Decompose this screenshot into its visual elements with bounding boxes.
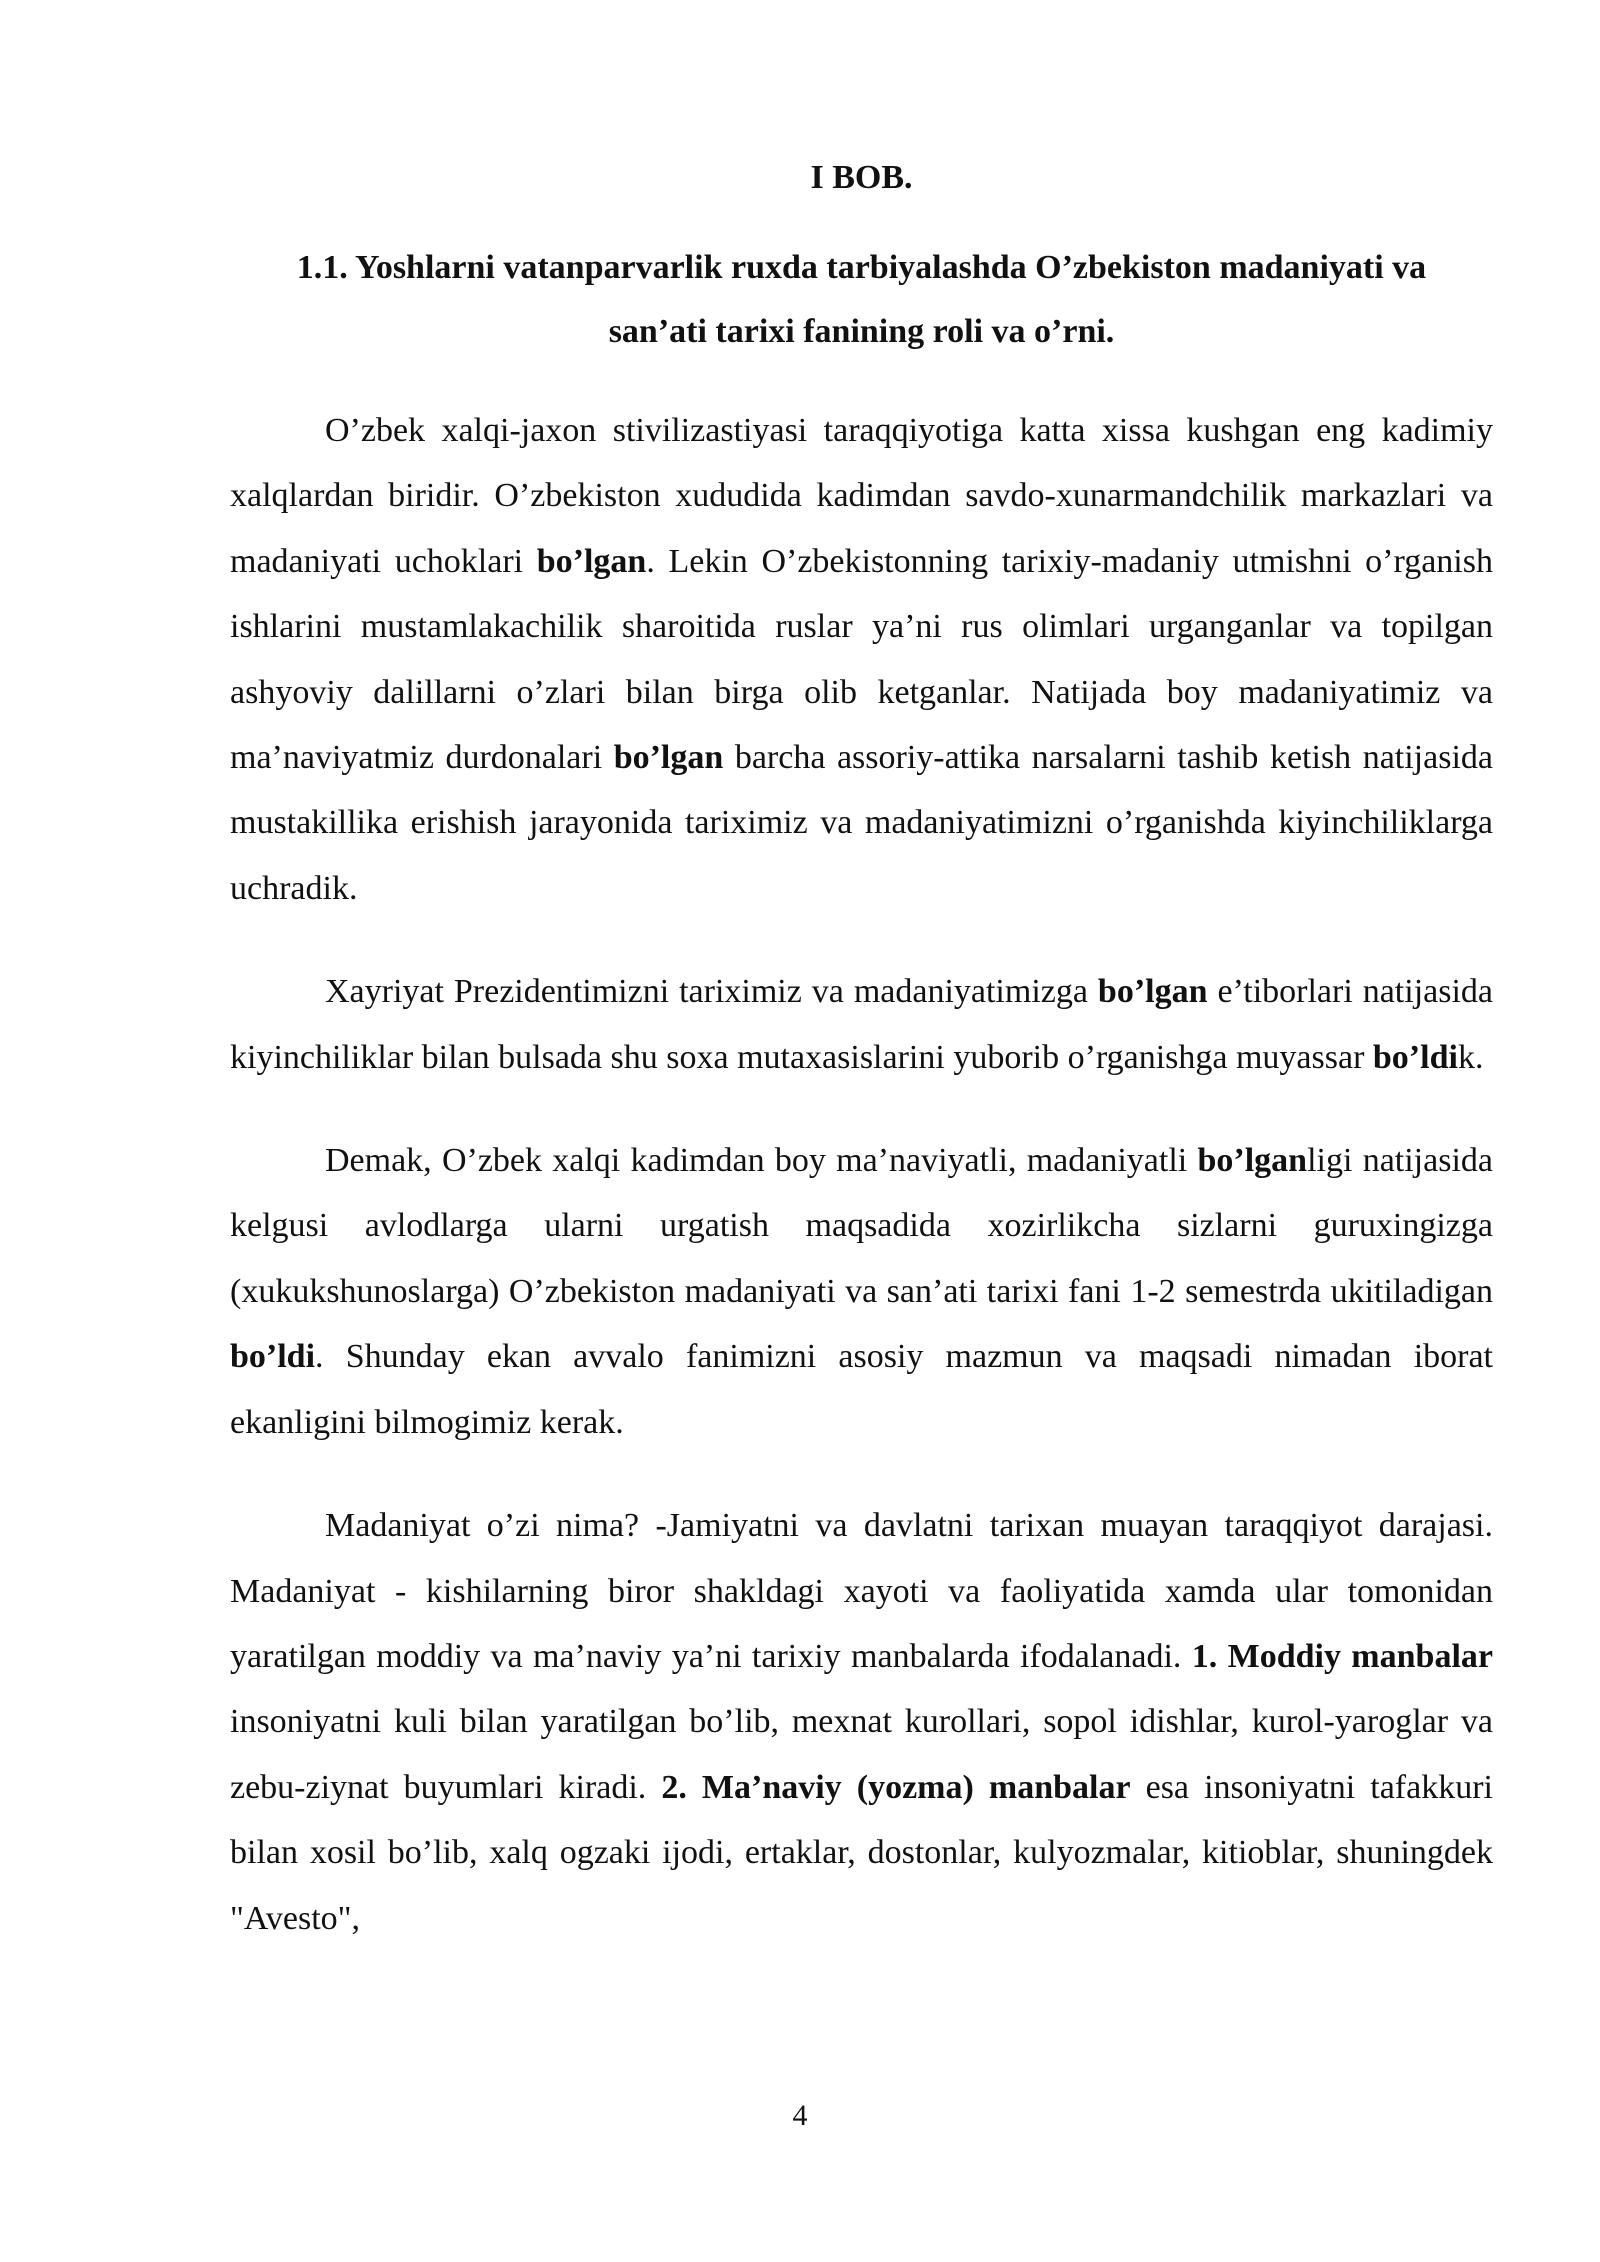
paragraph-intro	[230, 398, 1493, 921]
text-run: barcha assoriy-attika narsalarni tashib ketish natijasida mustakillika erishish jarayonida tariximiz va madaniyatimizni o’rganishda kiyinchiliklarga uchradik.	[230, 739, 1493, 907]
text-run: . Shunday ekan avvalo fanimizni asosiy mazmun va maqsadi nimadan iborat ekanligini bilmogimiz kerak.	[230, 1338, 1493, 1441]
paragraph-madaniyat	[230, 1493, 1493, 1951]
bold-term: 2. Ma’naviy (yozma) manbalar	[661, 1768, 1131, 1806]
paragraph-demak	[230, 1128, 1493, 1455]
text-run: k.	[1457, 1038, 1484, 1076]
text-run: ligi natijasida kelgusi avlodlarga ularni urgatish maqsadida xozirlikcha sizlarni guruxingizga (xukukshunoslarga) O’zbekiston madaniyati va san’ati tarixi fani 1-2 semestrda ukitiladigan	[230, 1142, 1493, 1310]
text-run: Xayriyat Prezidentimizni tariximiz va madaniyatimizga	[325, 973, 1098, 1011]
text-run: Madaniyat o’zi nima? -Jamiyatni va davlatni tarixan muayan taraqqiyot darajasi. Madaniyat - kishilarning biror shakldagi xayoti va faoliyatida xamda ular tomonidan yaratilgan moddiy va ma’naviy ya’ni tarixiy manbalarda ifodalanadi.	[230, 1507, 1493, 1675]
section-title-line-1: 1.1. Yoshlarni vatanparvarlik ruxda tarbiyalashda O’zbekiston madaniyati va	[296, 249, 1427, 286]
bold-term: bo’lgan	[613, 739, 724, 777]
bold-term: bo’ldi	[1372, 1038, 1458, 1076]
bold-term: bo’lgan	[536, 542, 647, 580]
bold-term: bo’lgan	[1197, 1142, 1308, 1180]
page-number: 4	[792, 2099, 808, 2132]
text-run: insoniyatni kuli bilan yaratilgan bo’lib, mexnat kurollari, sopol idishlar, kurol-yaroglar va zebu-ziynat buyumlari kiradi.	[230, 1703, 1493, 1806]
bold-term: 1. Moddiy manbalar	[1191, 1637, 1493, 1675]
paragraph-president	[230, 959, 1493, 1090]
bold-term: bo’lgan	[1097, 973, 1208, 1011]
text-run: O’zbek xalqi-jaxon stivilizastiyasi taraqqiyotiga katta xissa kushgan eng kadimiy xalqlardan biridir. O’zbekiston xududida kadimdan savdo-xunarmandchilik markazlari va madaniyati uchoklari	[230, 412, 1493, 580]
text-run: Demak, O’zbek xalqi kadimdan boy ma’naviyatli, madaniyatli	[325, 1142, 1198, 1180]
page-content	[230, 148, 1493, 1989]
text-run: . Lekin O’zbekistonning tarixiy-madaniy utmishni o’rganish ishlarini mustamlakachilik sharoitida ruslar ya’ni rus olimlari urganganlar va topilgan ashyoviy dalillarni o’zlari bilan birga olib ketganlar. Natijada boy madaniyatimiz va ma’naviyatmiz durdonalari	[230, 542, 1493, 777]
text-run: e’tiborlari natijasida kiyinchiliklar bilan bulsada shu soxa mutaxasislarini yuborib o’rganishga muyassar	[230, 973, 1493, 1076]
text-run: esa insoniyatni tafakkuri bilan xosil bo’lib, xalq ogzaki ijodi, ertaklar, dostonlar, kulyozmalar, kitioblar, shuningdek "Avesto",	[230, 1768, 1493, 1937]
bold-term: bo’ldi	[230, 1338, 316, 1376]
chapter-heading: I BOB.	[810, 159, 913, 196]
section-title-line-2: san’ati tarixi fanining roli va o’rni.	[608, 313, 1115, 350]
section-title	[230, 236, 1493, 364]
